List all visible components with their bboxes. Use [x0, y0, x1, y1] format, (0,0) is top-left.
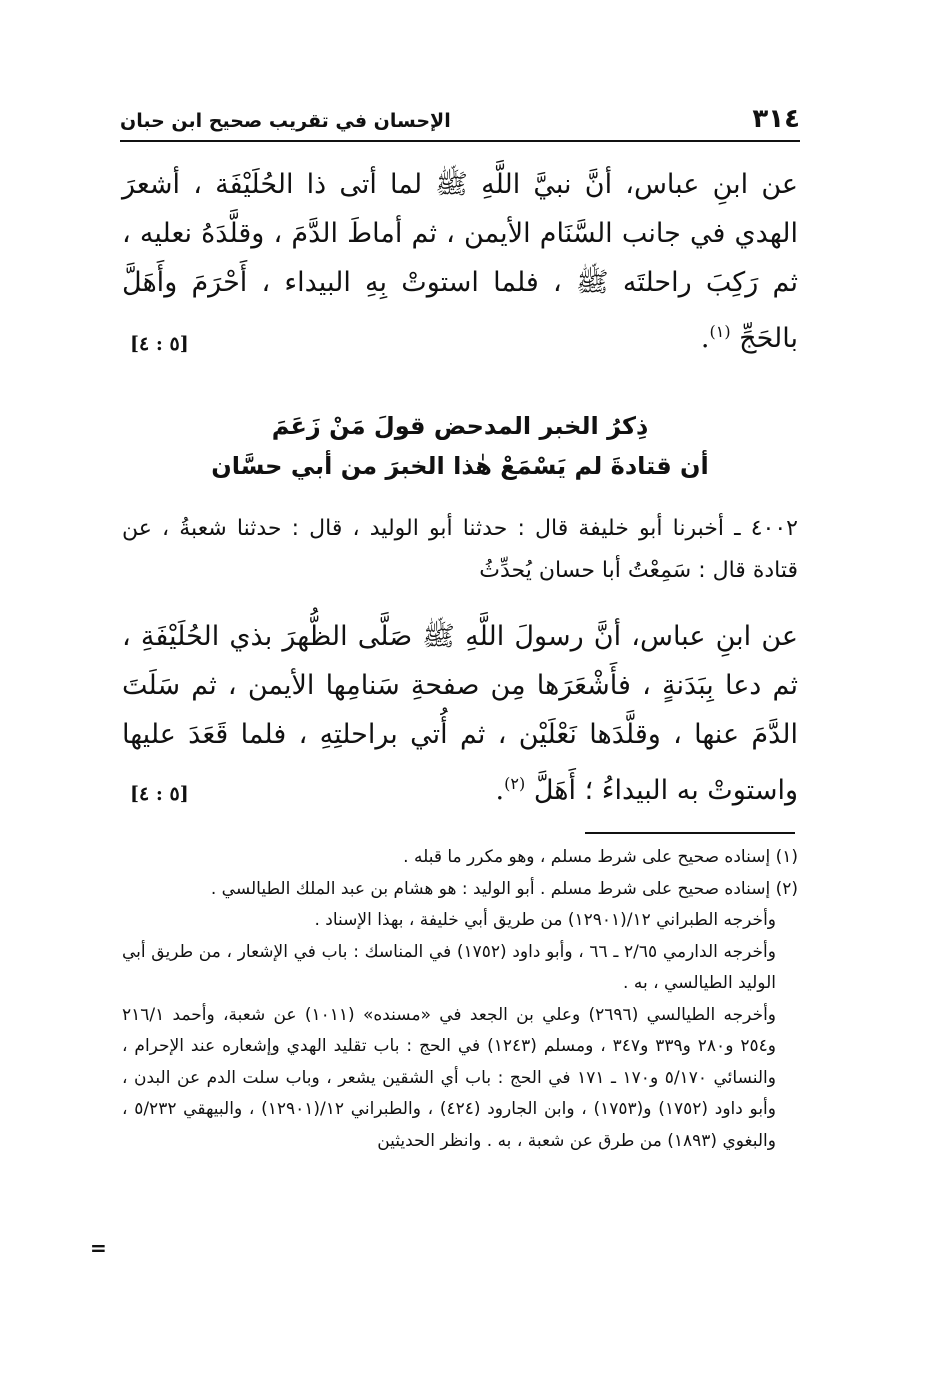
hadith-text-2	[122, 612, 798, 815]
chapter-heading	[122, 406, 798, 486]
isnad-text	[122, 508, 798, 592]
footnotes	[122, 842, 798, 1157]
hadith-2-end: .	[495, 775, 505, 806]
footnote-rule	[585, 832, 795, 834]
hadith-2-body: عن ابنِ عباس، أنَّ رسولَ اللَّهِ ﷺ صَلَّى الظُّهرَ بذي الحُلَيْفَةِ ، ثم دعا بِبَدَنةٍ ، فأَشْعَرَها مِن صفحةِ سَنامِها الأيمن ، ثم سَلَتَ الدَّمَ عنها ، وقلَّدَها نَعْلَيْن ، ثم أُتي براحلتِهِ ، فلما قَعَدَ عليها واستوتْ به البيداءُ ؛ أَهَلَّ	[122, 621, 798, 806]
footnote-2-para-2: وأخرجه الدارمي ٢/٦٥ ـ ٦٦ ، وأبو داود (١٧٥٢) في المناسك : باب في الإشعار ، من طريق أبي الوليد الطيالسي ، به .	[122, 941, 776, 993]
hadith-2-reference: [٥ : ٤]	[130, 783, 189, 805]
running-title: الإحسان في تقريب صحيح ابن حبان	[120, 110, 451, 132]
chapter-heading-line-1: ذِكرُ الخبر المدحض قولَ مَنْ زَعَمَ	[271, 412, 649, 440]
chapter-heading-line-2: أن قتادةَ لم يَسْمَعْ هٰذا الخبرَ من أبي حسَّان	[211, 452, 709, 480]
footnote-2-para-1: وأخرجه الطبراني ١٢/(١٢٩٠١) من طريق أبي خليفة ، بهذا الإسناد .	[314, 910, 776, 930]
footnote-2-para-3: وأخرجه الطيالسي (٢٦٩٦) وعلي بن الجعد في «مسنده» (١٠١١) عن شعبة، وأحمد ٢١٦/١ و٢٥٤ و٢٨٠ و٣٣٩ و٣٤٧ ، ومسلم (١٢٤٣) في الحج : باب تقليد الهدي وإشعاره عند الإحرام ، والنسائي ٥/١٧٠ و١٧٠ ـ ١٧١ في الحج : باب أي الشقين يشعر ، وباب سلت الدم عن البدن ، وأبو داود (١٧٥٢) و(١٧٥٣) ، وابن الجارود (٤٢٤) ، والطبراني ١٢/(١٢٩٠١) ، والبيهقي ٥/٢٣٢ ، والبغوي (١٨٩٣) من طرق عن شعبة ، به . وانظر الحديثين	[122, 1004, 777, 1151]
page-number: ٣١٤	[752, 104, 800, 134]
footnote-2: (٢) إسناده صحيح على شرط مسلم . أبو الوليد : هو هشام بن عبد الملك الطيالسي .	[210, 878, 798, 899]
hadith-2-note-mark: (٢)	[504, 774, 526, 793]
hadith-text-1	[122, 160, 798, 363]
footnote-1: (١) إسناده صحيح على شرط مسلم ، وهو مكرر ما قبله .	[403, 847, 798, 867]
hadith-1-end: .	[700, 323, 710, 354]
hadith-1-body: عن ابنِ عباس، أنَّ نبيَّ اللَّهِ ﷺ لما أتى ذا الحُلَيْفَة ، أشعرَ الهدي في جانب السَّنَام الأيمن ، ثم أماطَ الدَّمَ ، وقلَّدَهُ نعليه ، ثم رَكِبَ راحلتَه ﷺ ، فلما استوتْ بِهِ البيداء ، أَحْرَمَ وأَهَلَّ بالحَجِّ	[122, 169, 798, 354]
page-header	[120, 98, 800, 142]
hadith-1-reference: [٥ : ٤]	[130, 333, 189, 355]
isnad-body: ٤٠٠٢ ـ أخبرنا أبو خليفة قال : حدثنا أبو الوليد ، قال : حدثنا شعبةُ ، عن قتادة قال : سَمِعْتُ أبا حسان يُحدِّثُ	[122, 516, 798, 583]
hadith-1-note-mark: (١)	[709, 322, 731, 341]
continuation-mark: =	[90, 1236, 107, 1260]
